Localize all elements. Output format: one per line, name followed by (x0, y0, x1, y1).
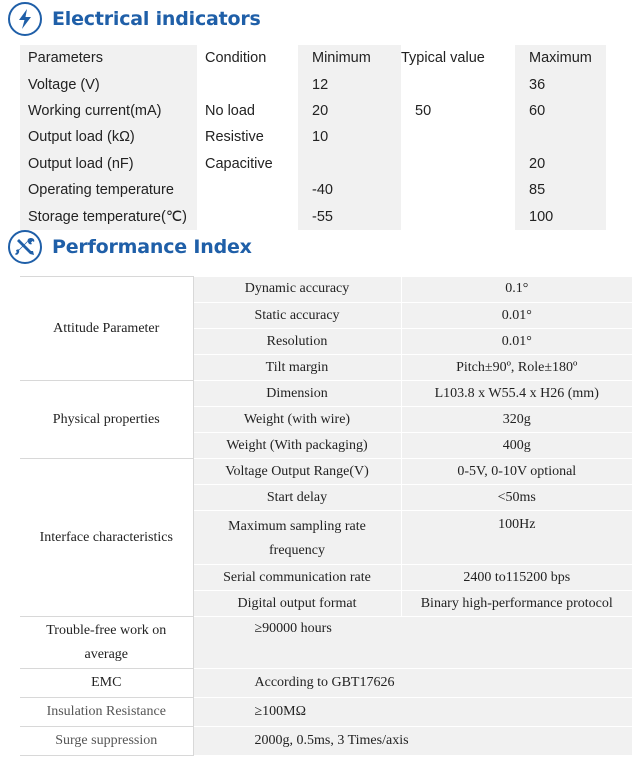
cell (401, 177, 515, 203)
param-cell: Digital output format (193, 591, 401, 617)
cell: 12 (298, 71, 401, 97)
value-cell: Binary high-performance protocol (401, 591, 632, 617)
param-cell: Static accuracy (193, 303, 401, 329)
lightning-icon (8, 2, 42, 36)
cell: No load (197, 98, 298, 124)
performance-title: Performance Index (52, 236, 252, 258)
electrical-title: Electrical indicators (52, 8, 261, 30)
value-cell: 0.1° (401, 277, 632, 303)
cell: 20 (515, 151, 606, 177)
single-label-cell: Insulation Resistance (20, 698, 193, 727)
table-row (20, 669, 632, 698)
table-row (20, 203, 606, 229)
table-row (20, 698, 632, 727)
cell: Output load (kΩ) (20, 124, 197, 150)
value-cell: L103.8 x W55.4 x H26 (mm) (401, 381, 632, 407)
cell: -40 (298, 177, 401, 203)
single-value-cell: ≥100MΩ (193, 698, 632, 727)
param-text: Maximum sampling rate frequency (228, 518, 366, 558)
table-row (20, 381, 632, 407)
cell (401, 71, 515, 97)
electrical-table (20, 45, 606, 230)
table-row (20, 124, 606, 150)
single-label-cell (20, 617, 193, 669)
cell (298, 151, 401, 177)
cell: Capacitive (197, 151, 298, 177)
param-cell: Dimension (193, 381, 401, 407)
cell: Storage temperature(℃) (20, 203, 197, 229)
param-cell: Voltage Output Range(V) (193, 459, 401, 485)
table-row (20, 98, 606, 124)
table-row (20, 177, 606, 203)
table-row (20, 71, 606, 97)
value-cell: 400g (401, 433, 632, 459)
single-value-cell: According to GBT17626 (193, 669, 632, 698)
electrical-section-header (8, 0, 261, 38)
single-value-cell: 2000g, 0.5ms, 3 Times/axis (193, 727, 632, 756)
cell: Operating temperature (20, 177, 197, 203)
value-cell: 0.01° (401, 303, 632, 329)
category-cell: Interface characteristics (20, 459, 193, 617)
param-cell: Dynamic accuracy (193, 277, 401, 303)
cell: 85 (515, 177, 606, 203)
cell: 60 (515, 98, 606, 124)
cell (197, 177, 298, 203)
cell: 20 (298, 98, 401, 124)
param-cell: Resolution (193, 329, 401, 355)
table-row (20, 459, 632, 485)
category-cell: Attitude Parameter (20, 277, 193, 381)
cell: 10 (298, 124, 401, 150)
value-cell: Pitch±90º, Role±180º (401, 355, 632, 381)
cell (515, 124, 606, 150)
table-row (20, 617, 632, 669)
table-row (20, 727, 632, 756)
table-row (20, 151, 606, 177)
cell (197, 203, 298, 229)
performance-section-header (8, 228, 252, 266)
param-cell: Weight (with wire) (193, 407, 401, 433)
header-parameters: Parameters (20, 45, 197, 71)
param-cell: Serial communication rate (193, 565, 401, 591)
cell: Output load (nF) (20, 151, 197, 177)
value-cell: 0.01° (401, 329, 632, 355)
single-label-cell: EMC (20, 669, 193, 698)
value-cell: 0-5V, 0-10V optional (401, 459, 632, 485)
table-row (20, 277, 632, 303)
value-cell: 2400 to115200 bps (401, 565, 632, 591)
cell: Voltage (V) (20, 71, 197, 97)
value-cell: 100Hz (401, 511, 632, 565)
header-maximum: Maximum (515, 45, 606, 71)
value-cell: <50ms (401, 485, 632, 511)
header-typical: Typical value (401, 45, 515, 71)
performance-table (20, 276, 632, 756)
cell: 50 (401, 98, 515, 124)
cell (401, 151, 515, 177)
cell: 36 (515, 71, 606, 97)
value-cell: 320g (401, 407, 632, 433)
param-cell: Start delay (193, 485, 401, 511)
cell (197, 71, 298, 97)
single-value-cell: ≥90000 hours (193, 617, 632, 669)
single-label-cell: Surge suppression (20, 727, 193, 756)
cell: 100 (515, 203, 606, 229)
cell (401, 124, 515, 150)
header-condition: Condition (197, 45, 298, 71)
cell: Working current(mA) (20, 98, 197, 124)
param-cell: Tilt margin (193, 355, 401, 381)
category-cell: Physical properties (20, 381, 193, 459)
cell: Resistive (197, 124, 298, 150)
param-cell (193, 511, 401, 565)
single-label: Trouble-free work on average (46, 622, 167, 662)
header-minimum: Minimum (298, 45, 401, 71)
cell: -55 (298, 203, 401, 229)
table-header-row (20, 45, 606, 71)
cell (401, 203, 515, 229)
tools-icon (8, 230, 42, 264)
param-cell: Weight (With packaging) (193, 433, 401, 459)
